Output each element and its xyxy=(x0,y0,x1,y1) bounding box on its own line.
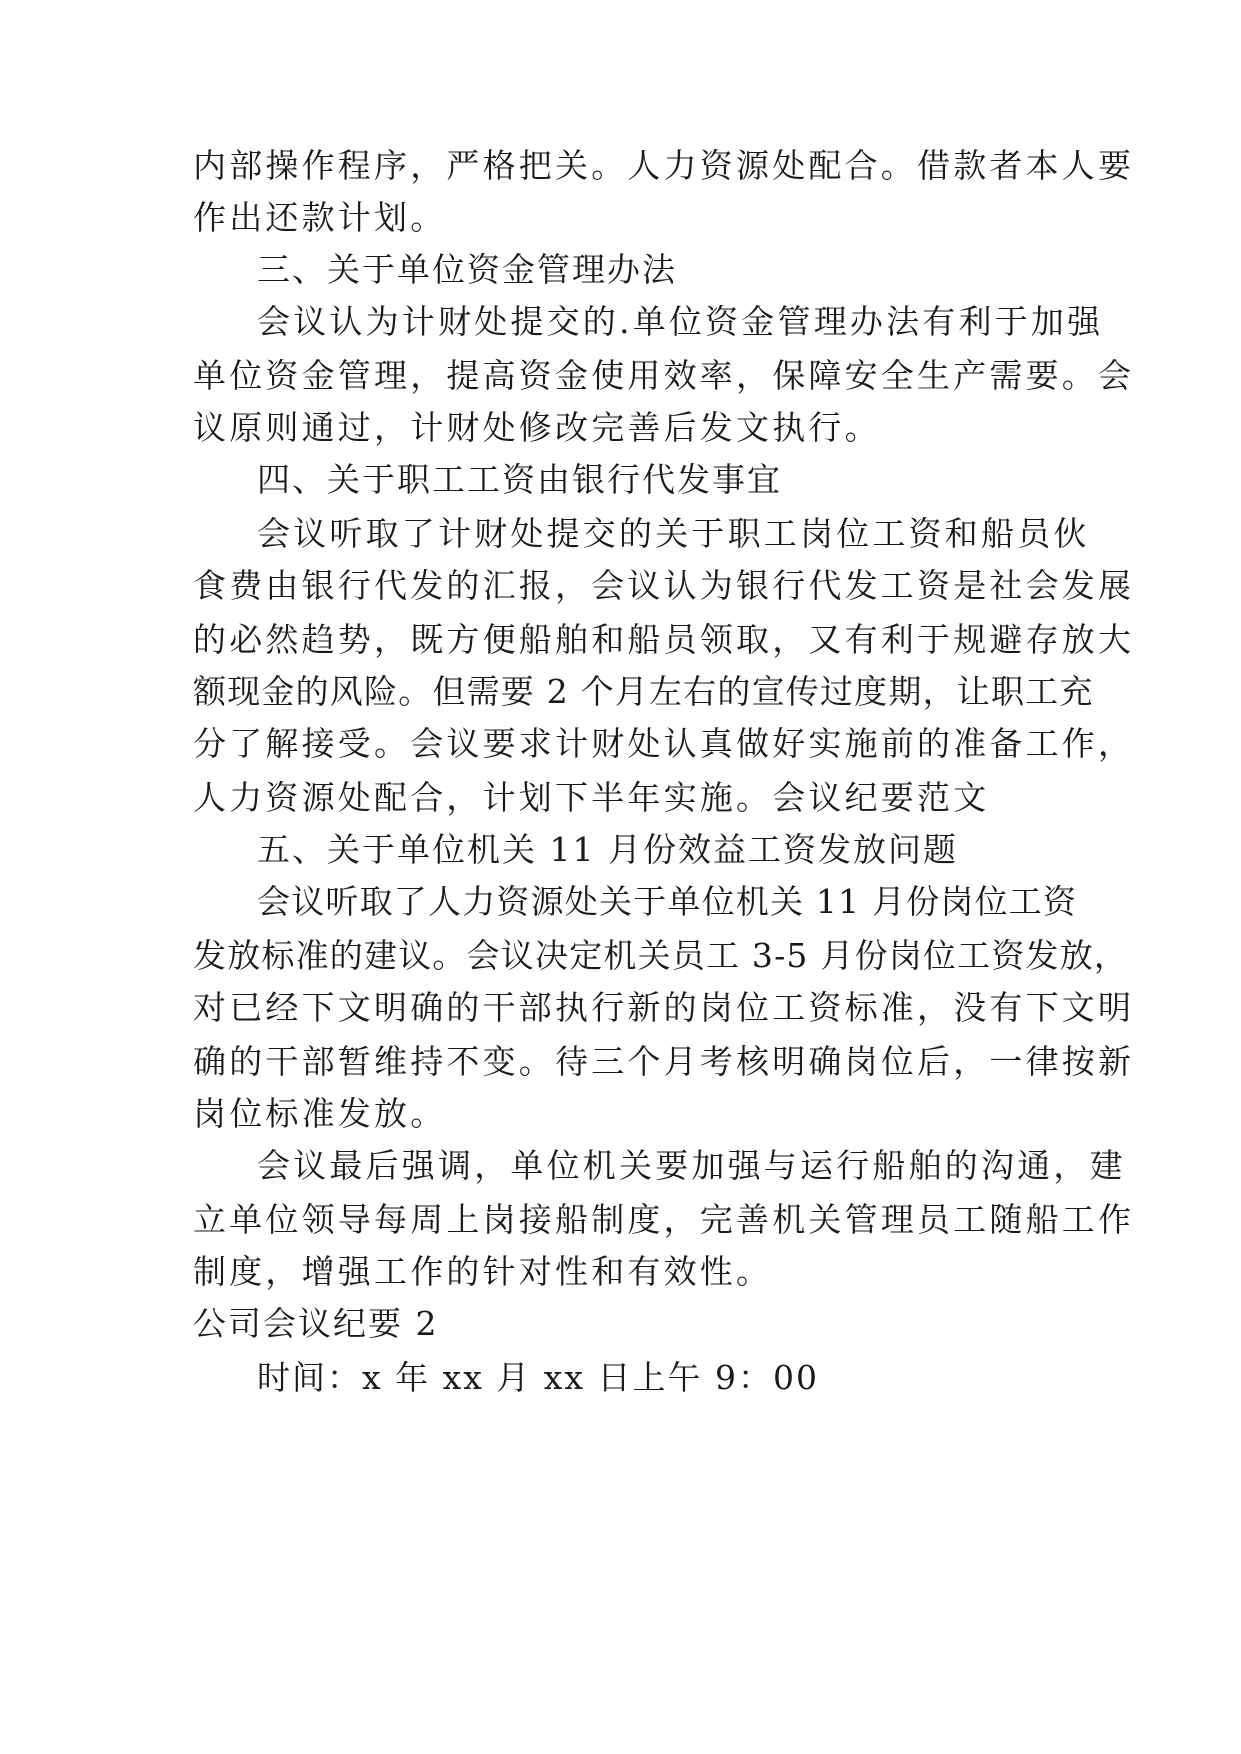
body-text-line: 议原则通过，计财处修改完善后发文执行。 xyxy=(193,408,881,447)
body-text-line: 岗位标准发放。 xyxy=(193,1094,447,1133)
body-text-line: 会议认为计财处提交的.单位资金管理办法有利于加强 xyxy=(257,302,1104,341)
section-heading-5: 五、关于单位机关 11 月份效益工资发放问题 xyxy=(257,830,958,869)
body-text-line: 内部操作程序，严格把关。人力资源处配合。借款者本人要 xyxy=(193,146,1135,185)
meeting-time: 时间：x 年 xx 月 xx 日上午 9：00 xyxy=(257,1358,819,1397)
body-text-line: 食费由银行代发的汇报，会议认为银行代发工资是社会发展 xyxy=(193,566,1135,605)
body-text-line: 立单位领导每周上岗接船制度，完善机关管理员工随船工作 xyxy=(193,1200,1135,1239)
document-title: 公司会议纪要 2 xyxy=(193,1304,439,1343)
body-text-line: 确的干部暂维持不变。待三个月考核明确岗位后，一律按新 xyxy=(193,1042,1135,1081)
body-text-line: 会议听取了计财处提交的关于职工岗位工资和船员伙 xyxy=(257,514,1090,553)
body-text-line: 单位资金管理，提高资金使用效率，保障安全生产需要。会 xyxy=(193,356,1135,395)
body-text-line: 会议听取了人力资源处关于单位机关 11 月份岗位工资 xyxy=(257,882,1078,921)
section-heading-4: 四、关于职工工资由银行代发事宜 xyxy=(257,460,782,499)
body-text-line: 发放标准的建议。会议决定机关员工 3-5 月份岗位工资发放， xyxy=(193,936,1129,975)
body-text-line: 对已经下文明确的干部执行新的岗位工资标准，没有下文明 xyxy=(193,988,1135,1027)
body-text-line: 作出还款计划。 xyxy=(193,198,447,237)
body-text-line: 分了解接受。会议要求计财处认真做好实施前的准备工作， xyxy=(193,724,1135,763)
body-text-line: 额现金的风险。但需要 2 个月左右的宣传过度期，让职工充 xyxy=(193,672,1094,711)
body-text-line: 制度，增强工作的针对性和有效性。 xyxy=(193,1252,773,1291)
body-text-line: 会议最后强调，单位机关要加强与运行船舶的沟通，建 xyxy=(257,1146,1126,1185)
section-heading-3: 三、关于单位资金管理办法 xyxy=(257,250,677,289)
body-text-line: 人力资源处配合，计划下半年实施。会议纪要范文 xyxy=(193,778,990,817)
body-text-line: 的必然趋势，既方便船舶和船员领取，又有利于规避存放大 xyxy=(193,620,1135,659)
